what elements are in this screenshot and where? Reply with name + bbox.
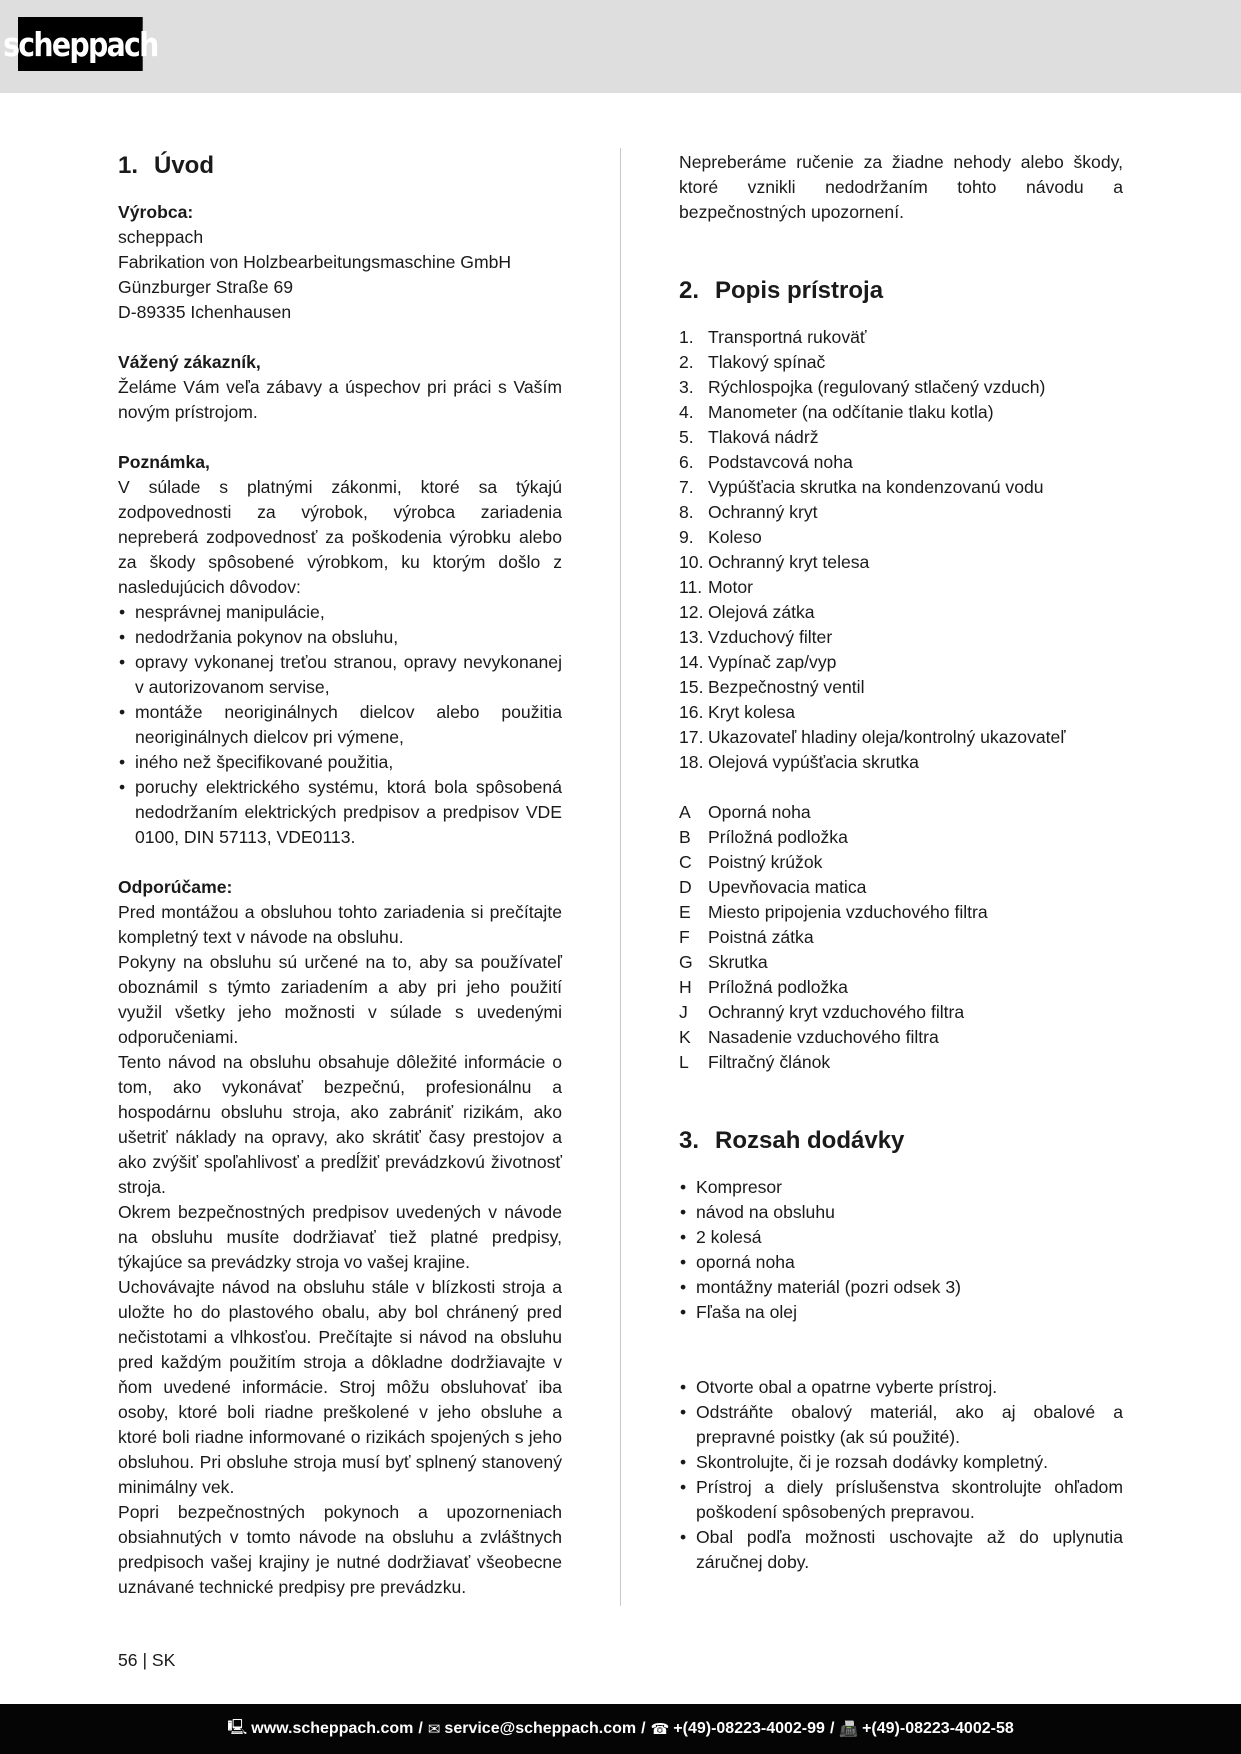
accessory-item: F Poistná zátka <box>679 927 814 947</box>
list-item: • Obal podľa možnosti uschovajte až do uplynutia záručnej doby. <box>679 1525 1123 1575</box>
recommend-paragraph: Okrem bezpečnostných predpisov uvedených v návode na obsluhu musíte dodržiavať tiež platné predpisy, týkajúce sa prevádzky stroja vo vašej krajine. <box>118 1202 562 1272</box>
page-number: 56 | SK <box>118 1650 176 1670</box>
email-icon: ✉ <box>427 1721 441 1738</box>
accessory-item: C Poistný krúžok <box>679 852 823 872</box>
page-header <box>0 0 1241 93</box>
list-item: • Skontrolujte, či je rozsah dodávky kompletný. <box>679 1450 1123 1475</box>
part-item: 11. Motor <box>679 577 753 597</box>
accessory-item: B Príložná podložka <box>679 827 848 847</box>
accessory-item: H Príložná podložka <box>679 977 848 997</box>
part-item: 5. Tlaková nádrž <box>679 427 819 447</box>
manufacturer-address <box>118 225 562 325</box>
section-2-heading <box>679 275 1123 307</box>
list-item: • nedodržania pokynov na obsluhu, <box>118 625 562 650</box>
recommend-paragraph: Tento návod na obsluhu obsahuje dôležité informácie o tom, ako vykonávať bezpečnú, profesionálnu a hospodárnu obsluhu stroja, ako zabrániť rizikám, ako ušetriť náklady na opravy, ako skrátiť časy prestojov a ako zvýšiť spoľahlivosť a predĺžiť prevádzkovú životnosť stroja. <box>118 1052 562 1197</box>
left-column <box>118 150 562 1600</box>
column-divider <box>620 148 621 1606</box>
phone-number: +(49)-08223-4002-99 <box>673 1720 825 1737</box>
list-item: • opravy vykonanej treťou stranou, opravy nevykonanej v autorizovanom servise, <box>118 650 562 700</box>
liability-exclusions-list <box>118 600 562 850</box>
list-item: • montážny materiál (pozri odsek 3) <box>679 1275 1123 1300</box>
section-1-number: 1. <box>118 152 139 179</box>
list-item: • Fľaša na olej <box>679 1300 1123 1325</box>
recommend-label: Odporúčame: <box>118 877 233 897</box>
list-item: • Odstráňte obalový materiál, ako aj obalové a prepravné poistky (ak sú použité). <box>679 1400 1123 1450</box>
section-1-title: Úvod <box>154 152 214 179</box>
accessory-item: G Skrutka <box>679 952 768 972</box>
part-item: 7. Vypúšťacia skrutka na kondenzovanú vodu <box>679 477 1044 497</box>
scope-of-delivery-list <box>679 1175 1123 1325</box>
recommend-paragraph: Popri bezpečnostných pokynoch a upozorneniach obsiahnutých v tomto návode na obsluhu a zvláštnych predpisoch vašej krajiny je nutné dodržiavať všeobecne uznávané technické predpisy pre prevádzku. <box>118 1502 562 1597</box>
section-3-title: Rozsah dodávky <box>715 1127 905 1154</box>
list-item: • oporná noha <box>679 1250 1123 1275</box>
scheppach-logo: scheppach <box>18 17 143 71</box>
section-1-heading <box>118 150 562 182</box>
accessory-item: J Ochranný kryt vzduchového filtra <box>679 1002 965 1022</box>
section-2-number: 2. <box>679 277 700 304</box>
accessory-item: L Filtračný článok <box>679 1052 831 1072</box>
manufacturer-label: Výrobca: <box>118 202 194 222</box>
part-item: 16. Kryt kolesa <box>679 702 796 722</box>
section-2-title: Popis prístroja <box>715 277 884 304</box>
footer-separator: / <box>641 1720 646 1737</box>
part-item: 1. Transportná rukoväť <box>679 327 867 347</box>
parts-list <box>679 325 1123 775</box>
part-item: 8. Ochranný kryt <box>679 502 818 522</box>
list-item: • nesprávnej manipulácie, <box>118 600 562 625</box>
part-item: 12. Olejová zátka <box>679 602 815 622</box>
part-item: 14. Vypínač zap/vyp <box>679 652 837 672</box>
footer-separator: / <box>829 1720 835 1737</box>
accessory-parts-list <box>679 800 1123 1075</box>
list-item: • 2 kolesá <box>679 1225 1123 1250</box>
recommend-paragraph: Uchovávajte návod na obsluhu stále v blízkosti stroja a uložte ho do plastového obalu, aby bol chránený pred nečistotami a vlhkosťou. Prečítajte si návod na obsluhu pred každým použitím stroja a dôkladne dodržiavajte v ňom uvedené informácie. Stroj môžu obsluhovať iba osoby, ktoré boli riadne preškolené v jeho obsluhe a ktoré boli riadne informované o rizikách spojených s jeho obsluhou. Pri obsluhe stroja musí byť splnený stanovený minimálny vek. <box>118 1277 562 1497</box>
footer-separator: / <box>418 1720 423 1737</box>
dear-customer-text: Želáme Vám veľa zábavy a úspechov pri práci s Vaším novým prístrojom. <box>118 377 562 422</box>
part-item: 9. Koleso <box>679 527 762 547</box>
dear-customer-label: Vážený zákazník, <box>118 352 261 372</box>
computer-icon: 🖳 <box>227 1718 248 1736</box>
section-3-number: 3. <box>679 1127 700 1154</box>
liability-disclaimer: Nepreberáme ručenie za žiadne nehody alebo škody, ktoré vznikli nedodržaním tohto návodu a bezpečnostných upozornení. <box>679 152 1123 222</box>
part-item: 15. Bezpečnostný ventil <box>679 677 865 697</box>
website-link[interactable]: www.scheppach.com <box>251 1720 414 1737</box>
address-line: scheppach <box>118 227 204 247</box>
unpacking-steps-list <box>679 1375 1123 1575</box>
address-line: Günzburger Straße 69 <box>118 277 294 297</box>
note-label: Poznámka, <box>118 452 210 472</box>
right-column <box>679 150 1123 1575</box>
list-item: • Prístroj a diely príslušenstva skontrolujte ohľadom poškodení spôsobených prepravou. <box>679 1475 1123 1525</box>
accessory-item: K Nasadenie vzduchového filtra <box>679 1027 939 1047</box>
list-item: • Kompresor <box>679 1175 1123 1200</box>
phone-icon: ☎ <box>650 1721 670 1738</box>
list-item: • návod na obsluhu <box>679 1200 1123 1225</box>
note-text: V súlade s platnými zákonmi, ktoré sa týkajú zodpovednosti za výrobok, výrobca zariadenia nepreberá zodpovednosť za poškodenia výrobku alebo za škody spôsobené výrobkom, ku ktorým došlo z nasledujúcich dôvodov: <box>118 477 562 597</box>
part-item: 2. Tlakový spínač <box>679 352 826 372</box>
part-item: 3. Rýchlospojka (regulovaný stlačený vzduch) <box>679 377 1046 397</box>
part-item: 13. Vzduchový filter <box>679 627 833 647</box>
part-item: 4. Manometer (na odčítanie tlaku kotla) <box>679 402 994 422</box>
list-item: • montáže neoriginálnych dielcov alebo použitia neoriginálnych dielcov pri výmene, <box>118 700 562 750</box>
part-item: 10. Ochranný kryt telesa <box>679 552 870 572</box>
fax-number: +(49)-08223-4002-58 <box>862 1720 1014 1737</box>
address-line: D-89335 Ichenhausen <box>118 302 292 322</box>
recommend-paragraph: Pokyny na obsluhu sú určené na to, aby sa používateľ oboznámil s týmto zariadením a aby pri jeho použití využil všetky jeho možnosti v súlade s uvedenými odporučeniami. <box>118 952 562 1047</box>
accessory-item: D Upevňovacia matica <box>679 877 867 897</box>
address-line: Fabrikation von Holzbearbeitungsmaschine GmbH <box>118 252 512 272</box>
part-item: 6. Podstavcová noha <box>679 452 853 472</box>
part-item: 17. Ukazovateľ hladiny oleja/kontrolný ukazovateľ <box>679 727 1066 747</box>
list-item: • iného než špecifikované použitia, <box>118 750 562 775</box>
accessory-item: A Oporná noha <box>679 802 811 822</box>
accessory-item: E Miesto pripojenia vzduchového filtra <box>679 902 988 922</box>
fax-icon: 📠 <box>839 1721 859 1738</box>
part-item: 18. Olejová vypúšťacia skrutka <box>679 752 919 772</box>
recommend-paragraph: Pred montážou a obsluhou tohto zariadenia si prečítajte kompletný text v návode na obsluhu. <box>118 902 562 947</box>
list-item: • poruchy elektrického systému, ktorá bola spôsobená nedodržaním elektrických predpisov a predpisov VDE 0100, DIN 57113, VDE0113. <box>118 775 562 850</box>
list-item: • Otvorte obal a opatrne vyberte prístroj. <box>679 1375 1123 1400</box>
page-footer <box>0 1704 1241 1754</box>
email-link[interactable]: service@scheppach.com <box>444 1720 637 1737</box>
section-3-heading <box>679 1125 1123 1157</box>
